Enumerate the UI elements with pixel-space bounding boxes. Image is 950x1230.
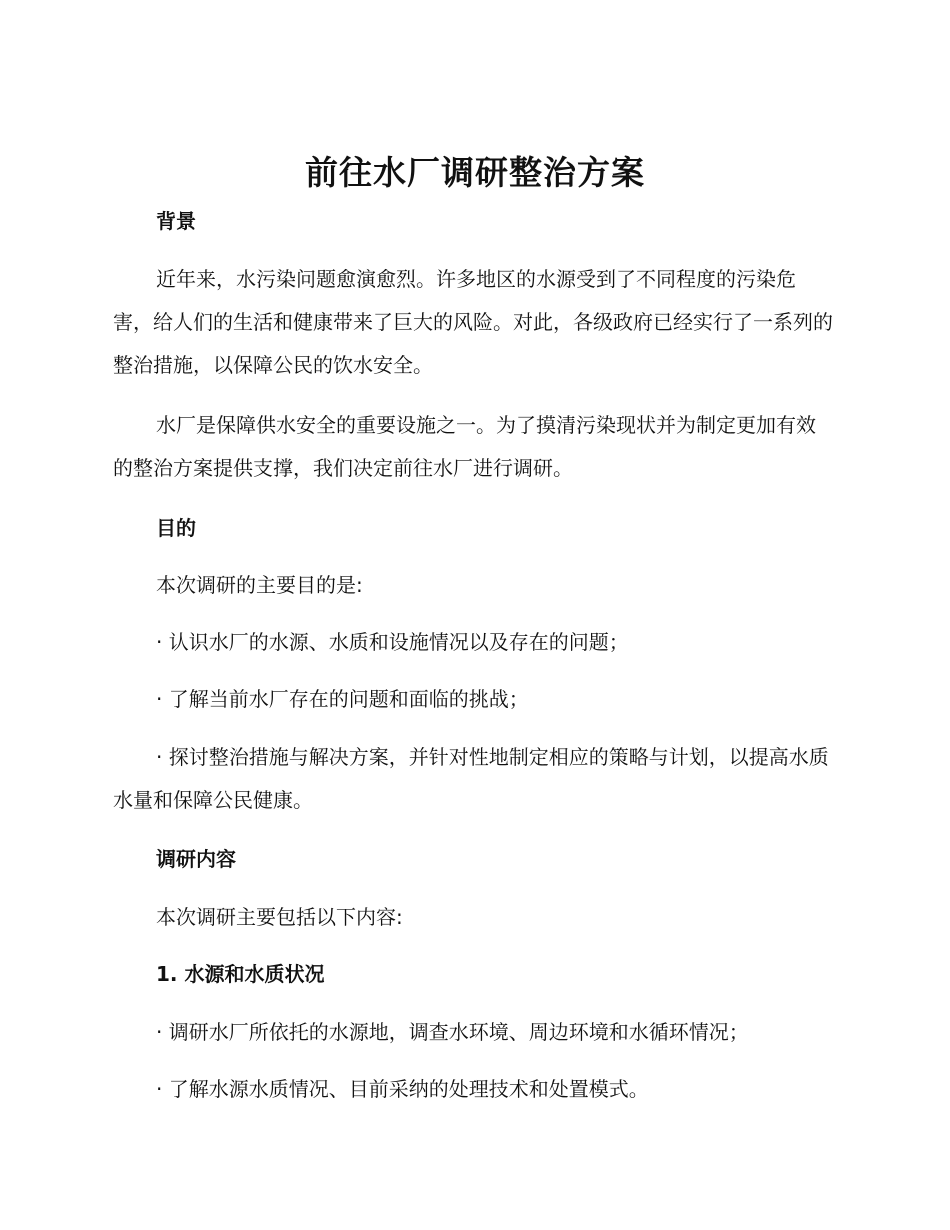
content-item-2: · 了解水源水质情况、目前采纳的处理技术和处置模式。 <box>156 1077 649 1101</box>
purpose-item-3: · 探讨整治措施与解决方案，并针对性地制定相应的策略与计划，以提高水质水量和保障公民健康。 <box>113 745 829 812</box>
content-intro: 本次调研主要包括以下内容: <box>156 905 403 929</box>
background-paragraph-1: 近年来，水污染问题愈演愈烈。许多地区的水源受到了不同程度的污染危害，给人们的生活和健康带来了巨大的风险。对此，各级政府已经实行了一系列的整治措施，以保障公民的饮水安全。 <box>113 267 833 377</box>
content-heading: 调研内容 <box>156 847 236 871</box>
purpose-item-2: · 了解当前水厂存在的问题和面临的挑战； <box>156 687 529 711</box>
purpose-item-1: · 认识水厂的水源、水质和设施情况以及存在的问题； <box>156 630 629 654</box>
background-paragraph-2: 水厂是保障供水安全的重要设施之一。为了摸清污染现状并为制定更加有效的整治方案提供支撑，我们决定前往水厂进行调研。 <box>113 413 816 480</box>
purpose-heading: 目的 <box>156 516 196 540</box>
background-heading: 背景 <box>156 209 196 233</box>
content-item-1: · 调研水厂所依托的水源地，调查水环境、周边环境和水循环情况； <box>156 1020 749 1044</box>
content-subheading: 1. 水源和水质状况 <box>156 962 325 986</box>
document-title: 前往水厂调研整治方案 <box>305 153 645 192</box>
purpose-intro: 本次调研的主要目的是: <box>156 573 363 597</box>
